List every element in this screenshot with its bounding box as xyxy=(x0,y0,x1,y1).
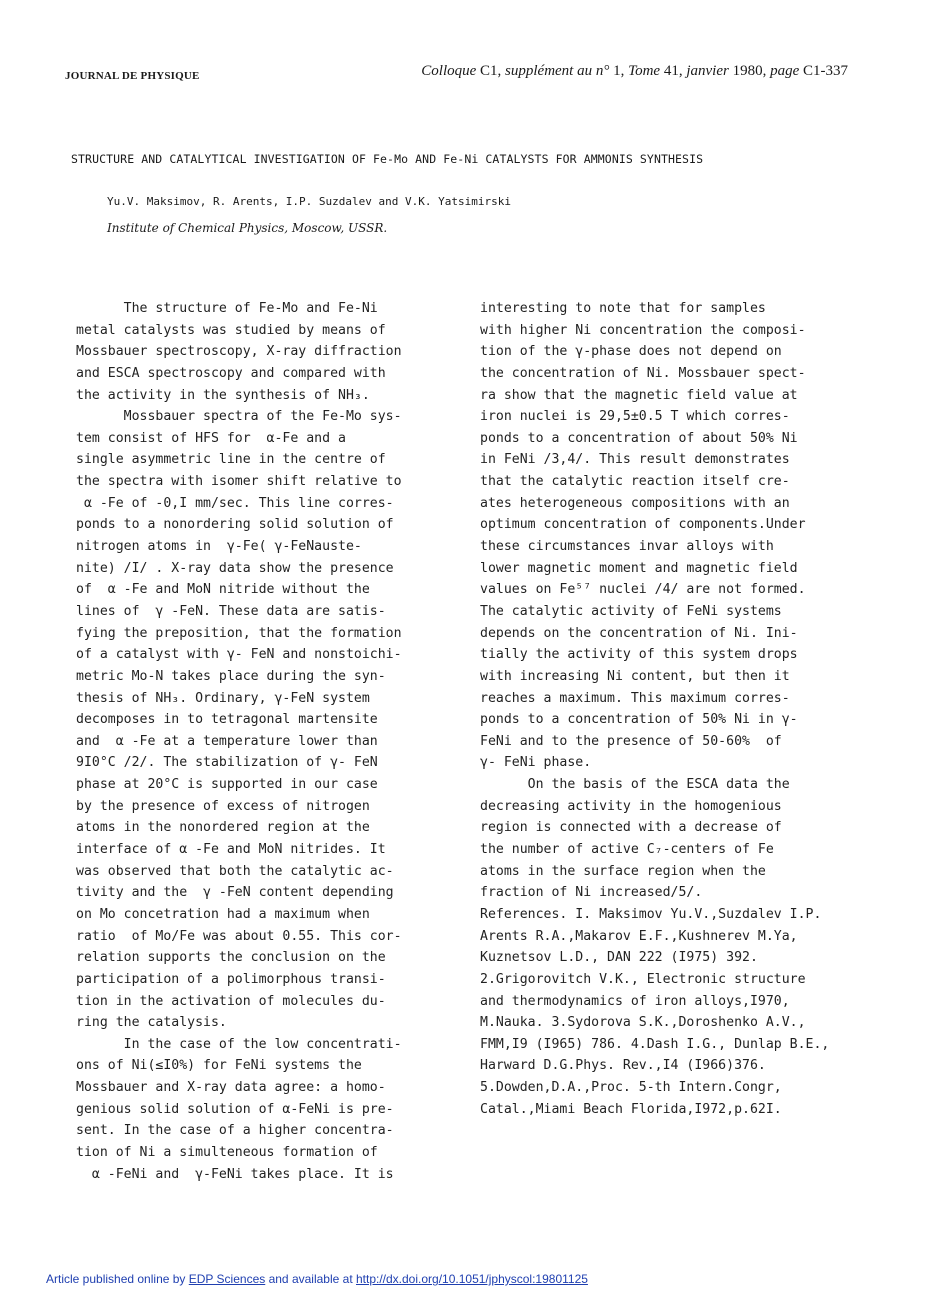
paper-title: STRUCTURE AND CATALYTICAL INVESTIGATION OF Fe-Mo AND Fe-Ni CATALYSTS FOR AMMONIS SYNTHESIS xyxy=(71,152,704,166)
text-line: ponds to a concentration of 50% Ni in γ- xyxy=(480,712,798,728)
text-line: decomposes in to tetragonal martensite xyxy=(76,712,378,728)
publication-footer xyxy=(46,1272,588,1286)
text-line: relation supports the conclusion on the xyxy=(76,950,386,966)
journal-name: JOURNAL DE PHYSIQUE xyxy=(65,70,200,82)
text-line: participation of a polimorphous transi- xyxy=(76,971,386,987)
text-line: interface of α -Fe and MoN nitrides. It xyxy=(76,842,386,858)
text-line: 9I0°C /2/. The stabilization of γ- FeN xyxy=(76,755,378,771)
text-line: these circumstances invar alloys with xyxy=(480,539,774,555)
text-line: the spectra with isomer shift relative to xyxy=(76,474,402,490)
text-line: γ- FeNi phase. xyxy=(480,755,592,771)
text-line: nitrogen atoms in γ-Fe( γ-FeNauste- xyxy=(76,539,362,555)
text-line: nite) /I/ . X-ray data show the presence xyxy=(76,560,394,576)
text-line: interesting to note that for samples xyxy=(480,301,766,316)
page-label: page xyxy=(770,63,800,79)
text-line: ra show that the magnetic field value at xyxy=(480,387,798,403)
footer-prefix: Article published online by xyxy=(46,1272,189,1286)
text-line: values on Fe⁵⁷ nuclei /4/ are not formed. xyxy=(480,582,806,598)
text-line: lines of γ -FeN. These data are satis- xyxy=(76,603,386,619)
text-line: on Mo concetration had a maximum when xyxy=(76,906,370,922)
text-line: fraction of Ni increased/5/. xyxy=(480,885,703,901)
colloque-label: Colloque xyxy=(421,63,477,79)
text-line: metric Mo-N takes place during the syn- xyxy=(76,668,386,684)
text-line: thesis of NH₃. Ordinary, γ-FeN system xyxy=(76,690,370,706)
text-line: 5.Dowden,D.A.,Proc. 5-th Intern.Congr, xyxy=(480,1080,782,1096)
text-line: Harward D.G.Phys. Rev.,I4 (I966)376. xyxy=(480,1058,766,1074)
text-line: atoms in the nonordered region at the xyxy=(76,820,370,836)
text-line: sent. In the case of a higher concentra- xyxy=(76,1123,394,1139)
text-line: optimum concentration of components.Under xyxy=(480,517,806,533)
text-line: iron nuclei is 29,5±0.5 T which corres- xyxy=(480,409,790,425)
text-line: ratio of Mo/Fe was about 0.55. This cor- xyxy=(76,928,402,944)
text-line: tem consist of HFS for α-Fe and a xyxy=(76,430,346,446)
text-line: 2.Grigorovitch V.K., Electronic structure xyxy=(480,971,806,987)
text-line: lower magnetic moment and magnetic field xyxy=(480,560,798,576)
paper-affiliation: Institute of Chemical Physics, Moscow, USSR. xyxy=(107,221,388,235)
text-line: region is connected with a decrease of xyxy=(480,820,782,836)
right-column xyxy=(480,298,860,1120)
text-line: tivity and the γ -FeN content depending xyxy=(76,885,394,901)
text-line: and α -Fe at a temperature lower than xyxy=(76,733,378,749)
text-line: the number of active C₇-centers of Fe xyxy=(480,842,774,858)
text-line: Mossbauer spectra of the Fe-Mo sys- xyxy=(76,409,402,425)
text-line: reaches a maximum. This maximum corres- xyxy=(480,690,790,706)
text-line: single asymmetric line in the centre of xyxy=(76,452,386,468)
text-line: the activity in the synthesis of NH₃. xyxy=(76,387,370,403)
text-line: with increasing Ni content, but then it xyxy=(480,668,790,684)
text-line: of a catalyst with γ- FeN and nonstoichi- xyxy=(76,647,402,663)
text-line: and thermodynamics of iron alloys,I970, xyxy=(480,993,790,1009)
text-line: genious solid solution of α-FeNi is pre- xyxy=(76,1101,394,1117)
text-line: atoms in the surface region when the xyxy=(480,863,766,879)
text-line: Kuznetsov L.D., DAN 222 (I975) 392. xyxy=(480,950,758,966)
text-line: and ESCA spectroscopy and compared with xyxy=(76,365,386,381)
paper-authors: Yu.V. Maksimov, R. Arents, I.P. Suzdalev and V.K. Yatsimirski xyxy=(107,195,511,208)
text-line: FMM,I9 (I965) 786. 4.Dash I.G., Dunlap B.E., xyxy=(480,1036,830,1052)
page-number: C1-337 xyxy=(799,63,848,79)
year-number: 1980, xyxy=(728,63,771,79)
text-line: ons of Ni(≤I0%) for FeNi systems the xyxy=(76,1058,362,1074)
text-line: that the catalytic reaction itself cre- xyxy=(480,474,790,490)
text-line: depends on the concentration of Ni. Ini- xyxy=(480,625,798,641)
month-label: janvier xyxy=(686,63,729,79)
publisher-link[interactable]: EDP Sciences xyxy=(188,1272,266,1286)
colloque-number: C1, xyxy=(476,63,506,79)
text-line: ponds to a concentration of about 50% Ni xyxy=(480,430,798,446)
text-line: Arents R.A.,Makarov E.F.,Kushnerev M.Ya, xyxy=(480,928,798,944)
text-line: Catal.,Miami Beach Florida,I972,p.62I. xyxy=(480,1101,782,1117)
text-line: α -FeNi and γ-FeNi takes place. It is xyxy=(76,1166,394,1182)
text-line: The structure of Fe-Mo and Fe-Ni xyxy=(76,301,378,316)
text-line: the concentration of Ni. Mossbauer spect- xyxy=(480,365,806,381)
text-line: The catalytic activity of FeNi systems xyxy=(480,603,782,619)
text-line: ponds to a nonordering solid solution of xyxy=(76,517,394,533)
text-line: In the case of the low concentrati- xyxy=(76,1036,402,1052)
text-line: decreasing activity in the homogenious xyxy=(480,798,782,814)
tome-label: Tome xyxy=(628,63,661,79)
text-line: ates heterogeneous compositions with an xyxy=(480,495,790,511)
text-line: ring the catalysis. xyxy=(76,1015,227,1031)
supplement-label: supplément au n° xyxy=(505,63,610,79)
left-column xyxy=(76,298,456,1185)
text-line: Mossbauer spectroscopy, X-ray diffraction xyxy=(76,344,402,360)
issue-number: 1, xyxy=(609,63,629,79)
text-line: tially the activity of this system drops xyxy=(480,647,798,663)
text-line: tion of the γ-phase does not depend on xyxy=(480,344,782,360)
volume-number: 41, xyxy=(660,63,687,79)
text-line: On the basis of the ESCA data the xyxy=(480,777,790,793)
text-line: tion in the activation of molecules du- xyxy=(76,993,386,1009)
text-line: metal catalysts was studied by means of xyxy=(76,322,386,338)
text-line: in FeNi /3,4/. This result demonstrates xyxy=(480,452,790,468)
text-line: with higher Ni concentration the composi- xyxy=(480,322,806,338)
text-line: fying the preposition, that the formation xyxy=(76,625,402,641)
text-line: of α -Fe and MoN nitride without the xyxy=(76,582,370,598)
citation-header xyxy=(421,63,848,80)
text-line: was observed that both the catalytic ac- xyxy=(76,863,394,879)
text-line: M.Nauka. 3.Sydorova S.K.,Doroshenko A.V., xyxy=(480,1015,806,1031)
text-line: Mossbauer and X-ray data agree: a homo- xyxy=(76,1080,386,1096)
text-line: FeNi and to the presence of 50-60% of xyxy=(480,733,782,749)
text-line: tion of Ni a simulteneous formation of xyxy=(76,1144,378,1160)
text-line: by the presence of excess of nitrogen xyxy=(76,798,370,814)
text-line: α -Fe of -0,I mm/sec. This line corres- xyxy=(76,495,394,511)
footer-middle: and available at xyxy=(265,1272,356,1286)
doi-link[interactable]: http://dx.doi.org/10.1051/jphyscol:19801125 xyxy=(355,1272,588,1286)
text-line: phase at 20°C is supported in our case xyxy=(76,777,378,793)
text-line: References. I. Maksimov Yu.V.,Suzdalev I.P. xyxy=(480,906,822,922)
